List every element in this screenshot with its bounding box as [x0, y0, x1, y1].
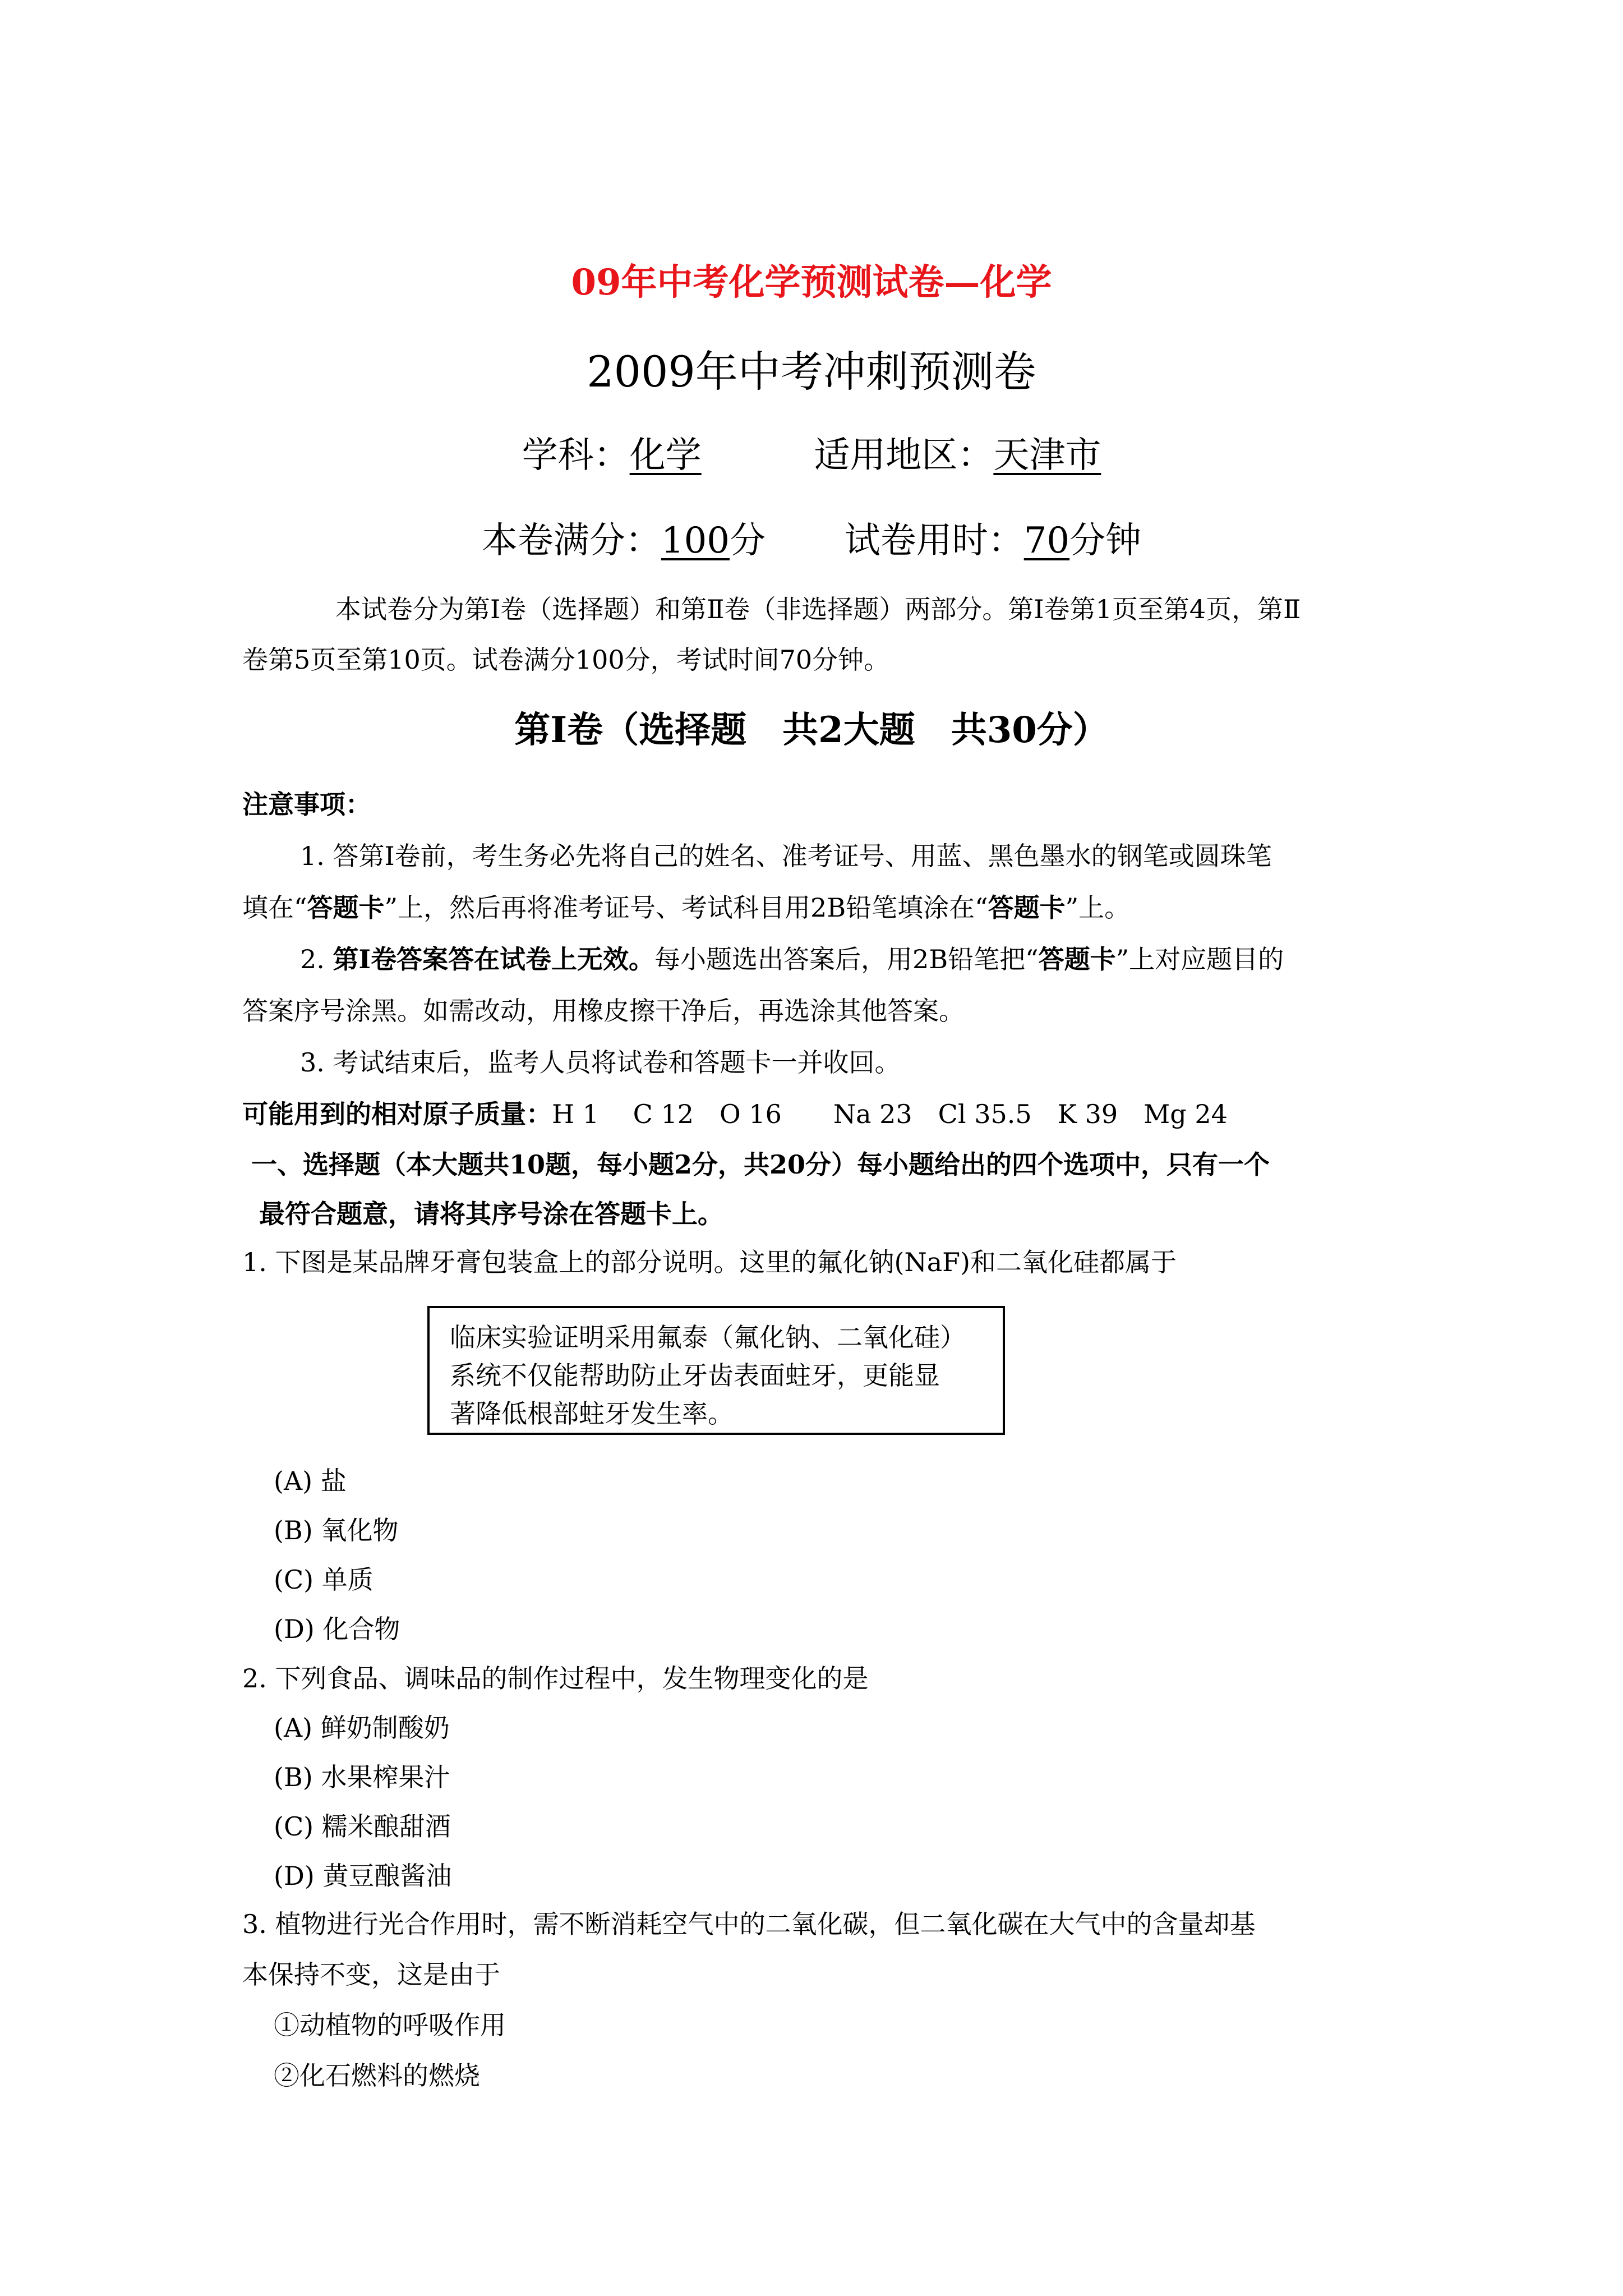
note-1-text-c: ”上。	[1065, 892, 1131, 923]
note-2-number: 2.	[300, 944, 333, 974]
question-1-stem: 1. 下图是某品牌牙膏包装盒上的部分说明。这里的氟化钠(NaF)和二氧化硅都属于	[242, 1247, 1177, 1277]
note-1-line-2	[242, 887, 1130, 924]
q1-option-d: (D) 化合物	[274, 1614, 400, 1644]
note-1-answer-card-2: 答题卡	[988, 892, 1066, 923]
box-line-2: 系统不仅能帮助防止牙齿表面蛀牙，更能显	[450, 1360, 940, 1391]
region-label: 适用地区：	[814, 435, 994, 476]
q1-option-b: (B) 氧化物	[274, 1515, 399, 1545]
note-2-bold: 第Ⅰ卷答案答在试卷上无效。	[333, 944, 655, 974]
score-value: 100	[661, 520, 730, 562]
atomic-mass-line	[242, 1094, 1228, 1131]
notes-heading: 注意事项：	[242, 789, 371, 820]
time-label: 试卷用时：	[844, 520, 1024, 562]
intro-line-2: 卷第5页至第10页。试卷满分100分，考试时间70分钟。	[242, 645, 890, 675]
box-line-3: 著降低根部蛀牙发生率。	[450, 1398, 734, 1429]
subject-label: 学科：	[522, 435, 630, 476]
part-one-heading-1: 一、选择题（本大题共10题，每小题2分，共20分）每小题给出的四个选项中，只有一个	[251, 1149, 1270, 1180]
atomic-mass-values: H 1 C 12 O 16 Na 23 Cl 35.5 K 39 Mg 24	[552, 1099, 1228, 1129]
note-2-answer-card: 答题卡	[1038, 944, 1116, 974]
subject-region-line	[0, 426, 1623, 478]
note-2-line-1	[300, 939, 1284, 976]
note-3: 3. 考试结束后，监考人员将试卷和答题卡一并收回。	[300, 1047, 901, 1078]
note-2-line-2: 答案序号涂黑。如需改动，用橡皮擦干净后，再选涂其他答案。	[242, 996, 965, 1026]
note-2-text-b: ”上对应题目的	[1115, 944, 1284, 974]
q1-option-a: (A) 盐	[274, 1466, 347, 1496]
exam-title: 2009年中考冲刺预测卷	[587, 347, 1036, 397]
time-unit: 分钟	[1069, 520, 1142, 562]
q2-option-d: (D) 黄豆酿酱油	[274, 1861, 452, 1891]
note-1-text-a: 填在“	[242, 892, 307, 923]
score-label: 本卷满分：	[481, 520, 661, 562]
intro-line-1: 本试卷分为第Ⅰ卷（选择题）和第Ⅱ卷（非选择题）两部分。第Ⅰ卷第1页至第4页，第Ⅱ	[335, 594, 1301, 624]
part-one-heading-2: 最符合题意，请将其序号涂在答题卡上。	[259, 1199, 723, 1229]
note-1-answer-card-1: 答题卡	[307, 892, 385, 923]
region-value: 天津市	[993, 435, 1101, 476]
question-3-stem-1: 3. 植物进行光合作用时，需不断消耗空气中的二氧化碳，但二氧化碳在大气中的含量却基	[242, 1909, 1256, 1939]
q2-option-c: (C) 糯米酿甜酒	[274, 1811, 451, 1842]
section-heading: 第Ⅰ卷（选择题 共2大题 共30分）	[514, 709, 1109, 751]
atomic-mass-label: 可能用到的相对原子质量：	[242, 1099, 552, 1129]
question-3-stem-2: 本保持不变，这是由于	[242, 1959, 500, 1990]
time-value: 70	[1023, 520, 1070, 562]
toothpaste-description-box	[427, 1306, 1005, 1435]
question-2-stem: 2. 下列食品、调味品的制作过程中，发生物理变化的是	[242, 1663, 869, 1694]
q3-option-2: ②化石燃料的燃烧	[274, 2060, 480, 2091]
note-2-text-a: 每小题选出答案后，用2B铅笔把“	[654, 944, 1039, 974]
q2-option-a: (A) 鲜奶制酸奶	[274, 1713, 450, 1743]
score-time-line	[0, 512, 1623, 563]
q2-option-b: (B) 水果榨果汁	[274, 1762, 450, 1792]
note-1-line-1: 1. 答第Ⅰ卷前，考生务必先将自己的姓名、准考证号、用蓝、黑色墨水的钢笔或圆珠笔	[300, 841, 1272, 871]
subject-value: 化学	[629, 435, 702, 476]
box-line-1: 临床实验证明采用氟泰（氟化钠、二氧化硅）	[450, 1322, 966, 1352]
score-unit: 分	[730, 520, 766, 562]
q1-option-c: (C) 单质	[274, 1565, 374, 1595]
q3-option-1: ①动植物的呼吸作用	[274, 2010, 506, 2040]
document-title: 09年中考化学预测试卷—化学	[571, 261, 1052, 303]
note-1-text-b: ”上，然后再将准考证号、考试科目用2B铅笔填涂在“	[384, 892, 988, 923]
